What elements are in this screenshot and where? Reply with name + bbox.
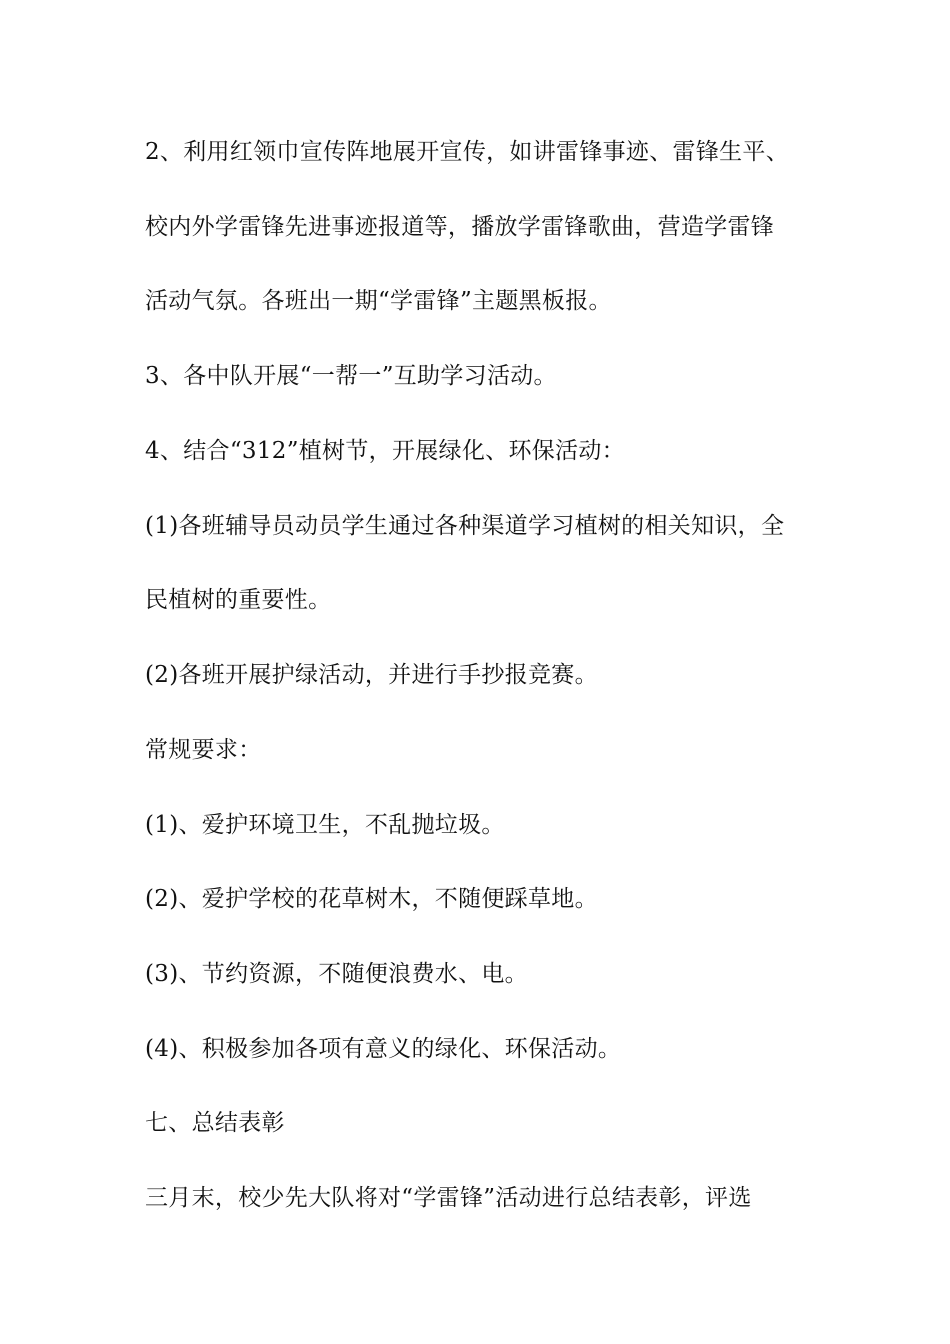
paragraph-line-4: 3、各中队开展“一帮一”互助学习活动。 — [145, 363, 557, 389]
paragraph-line-7: 民植树的重要性。 — [145, 587, 332, 613]
section-heading-summary: 七、总结表彰 — [145, 1110, 285, 1136]
section-heading-regular-requirements: 常规要求： — [145, 737, 262, 763]
paragraph-line-6: (1)各班辅导员动员学生通过各种渠道学习植树的相关知识，全 — [145, 513, 785, 539]
paragraph-line-2: 校内外学雷锋先进事迹报道等，播放学雷锋歌曲，营造学雷锋 — [145, 214, 775, 240]
paragraph-line-3: 活动气氛。各班出一期“学雷锋”主题黑板报。 — [145, 288, 612, 314]
requirement-item-3: (3)、节约资源，不随便浪费水、电。 — [145, 961, 528, 987]
requirement-item-1: (1)、爱护环境卫生，不乱抛垃圾。 — [145, 812, 505, 838]
requirement-item-4: (4)、积极参加各项有意义的绿化、环保活动。 — [145, 1036, 622, 1062]
paragraph-line-15: 三月末，校少先大队将对“学雷锋”活动进行总结表彰，评选 — [145, 1185, 752, 1211]
paragraph-line-1: 2、利用红领巾宣传阵地展开宣传，如讲雷锋事迹、雷锋生平、 — [145, 139, 790, 165]
paragraph-line-8: (2)各班开展护绿活动，并进行手抄报竞赛。 — [145, 662, 598, 688]
requirement-item-2: (2)、爱护学校的花草树木，不随便踩草地。 — [145, 886, 598, 912]
paragraph-line-5: 4、结合“312”植树节，开展绿化、环保活动： — [145, 438, 625, 464]
